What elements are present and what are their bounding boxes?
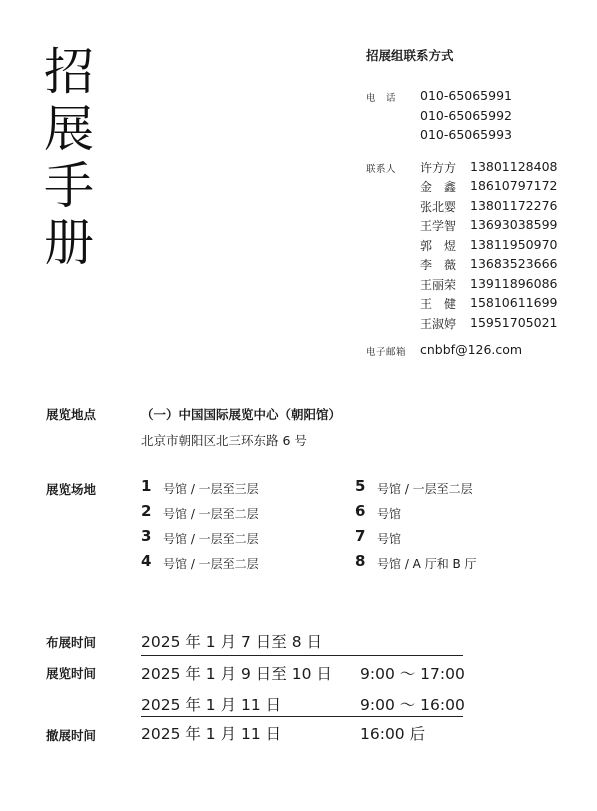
contact-name: 王学智	[420, 219, 457, 233]
halls-label: 展览场地	[46, 482, 97, 497]
title-char: 展	[44, 100, 94, 158]
contact-name: 张北婴	[420, 199, 457, 214]
show-time: 9:00 ～ 16:00	[360, 696, 465, 714]
show-date: 2025 年 1 月 9 日至 10 日	[141, 665, 332, 683]
contact-person-row	[366, 276, 591, 296]
title-char: 招	[44, 43, 94, 101]
show-date: 2025 年 1 月 11 日	[141, 696, 282, 714]
phone-row	[366, 127, 591, 147]
setup-date: 2025 年 1 月 7 日至 8 日	[141, 633, 323, 651]
hall-number: 4	[141, 552, 152, 570]
venue-address: 北京市朝阳区北三环东路 6 号	[141, 433, 307, 448]
contact-heading: 招展组联系方式	[366, 48, 454, 63]
divider	[141, 716, 463, 717]
hall-desc: 号馆 / 一层至二层	[163, 507, 259, 521]
hall-desc: 号馆	[377, 532, 402, 546]
contact-person-row	[366, 256, 591, 276]
hall-desc: 号馆 / 一层至三层	[163, 482, 259, 496]
hall-number: 5	[355, 477, 366, 495]
hall-desc: 号馆 / 一层至二层	[377, 482, 473, 496]
setup-label: 布展时间	[46, 635, 97, 650]
show-time: 9:00 ～ 17:00	[360, 665, 465, 683]
hall-desc: 号馆	[377, 507, 402, 521]
contact-person-row	[366, 295, 591, 315]
contact-person-row	[366, 217, 591, 237]
hall-number: 8	[355, 552, 366, 570]
hall-number: 3	[141, 527, 152, 545]
phone-row	[366, 88, 591, 108]
hall-desc: 号馆 / 一层至二层	[163, 532, 259, 546]
phone-row	[366, 108, 591, 128]
contact-section	[366, 46, 591, 362]
email-label: 电子邮箱	[366, 347, 407, 358]
page-title	[44, 44, 104, 272]
email-row	[366, 342, 591, 362]
teardown-time: 16:00 后	[360, 725, 426, 743]
phone-number: 010-65065992	[420, 107, 512, 123]
contact-phone: 13693038599	[470, 217, 558, 232]
hall-number: 2	[141, 502, 152, 520]
email-address[interactable]: cnbbf@126.com	[420, 342, 523, 357]
venue-name: （一）中国国际展览中心（朝阳馆）	[141, 407, 342, 422]
phone-number: 010-65065991	[420, 88, 512, 103]
contact-phone: 13801172276	[470, 197, 558, 213]
hall-number: 7	[355, 527, 366, 545]
contact-name: 许方方	[420, 160, 457, 175]
contact-name: 王 健	[420, 297, 457, 311]
contact-person-row	[366, 198, 591, 218]
contact-person-row	[366, 178, 591, 198]
contact-phone: 13683523666	[470, 256, 558, 271]
contact-person-row	[366, 237, 591, 257]
contact-phone: 13911896086	[470, 275, 558, 291]
hall-desc: 号馆 / A 厅和 B 厅	[377, 557, 477, 571]
contact-phone: 13811950970	[470, 236, 558, 252]
phone-number: 010-65065993	[420, 127, 512, 142]
contact-phone: 15810611699	[470, 295, 558, 310]
contact-phone: 18610797172	[470, 178, 558, 193]
contact-person-row	[366, 159, 591, 179]
contact-name: 郭 煜	[420, 238, 457, 253]
title-char: 册	[44, 214, 94, 272]
hall-number: 1	[141, 477, 152, 495]
divider	[141, 655, 463, 656]
contact-phone: 15951705021	[470, 314, 558, 330]
hall-number: 6	[355, 502, 366, 520]
contact-name: 金 鑫	[420, 180, 457, 194]
hall-desc: 号馆 / 一层至二层	[163, 557, 259, 571]
phone-label: 电 话	[366, 93, 397, 104]
show-label: 展览时间	[46, 666, 97, 681]
venue-label: 展览地点	[46, 407, 97, 422]
contact-name: 王丽荣	[420, 277, 457, 292]
contact-phone: 13801128408	[470, 158, 558, 174]
teardown-label: 撤展时间	[46, 728, 97, 743]
contact-name: 王淑婷	[420, 316, 457, 331]
teardown-date: 2025 年 1 月 11 日	[141, 725, 282, 743]
contact-person-row	[366, 315, 591, 335]
title-char: 手	[44, 157, 94, 215]
people-label: 联系人	[366, 163, 397, 175]
contact-name: 李 薇	[420, 258, 457, 272]
